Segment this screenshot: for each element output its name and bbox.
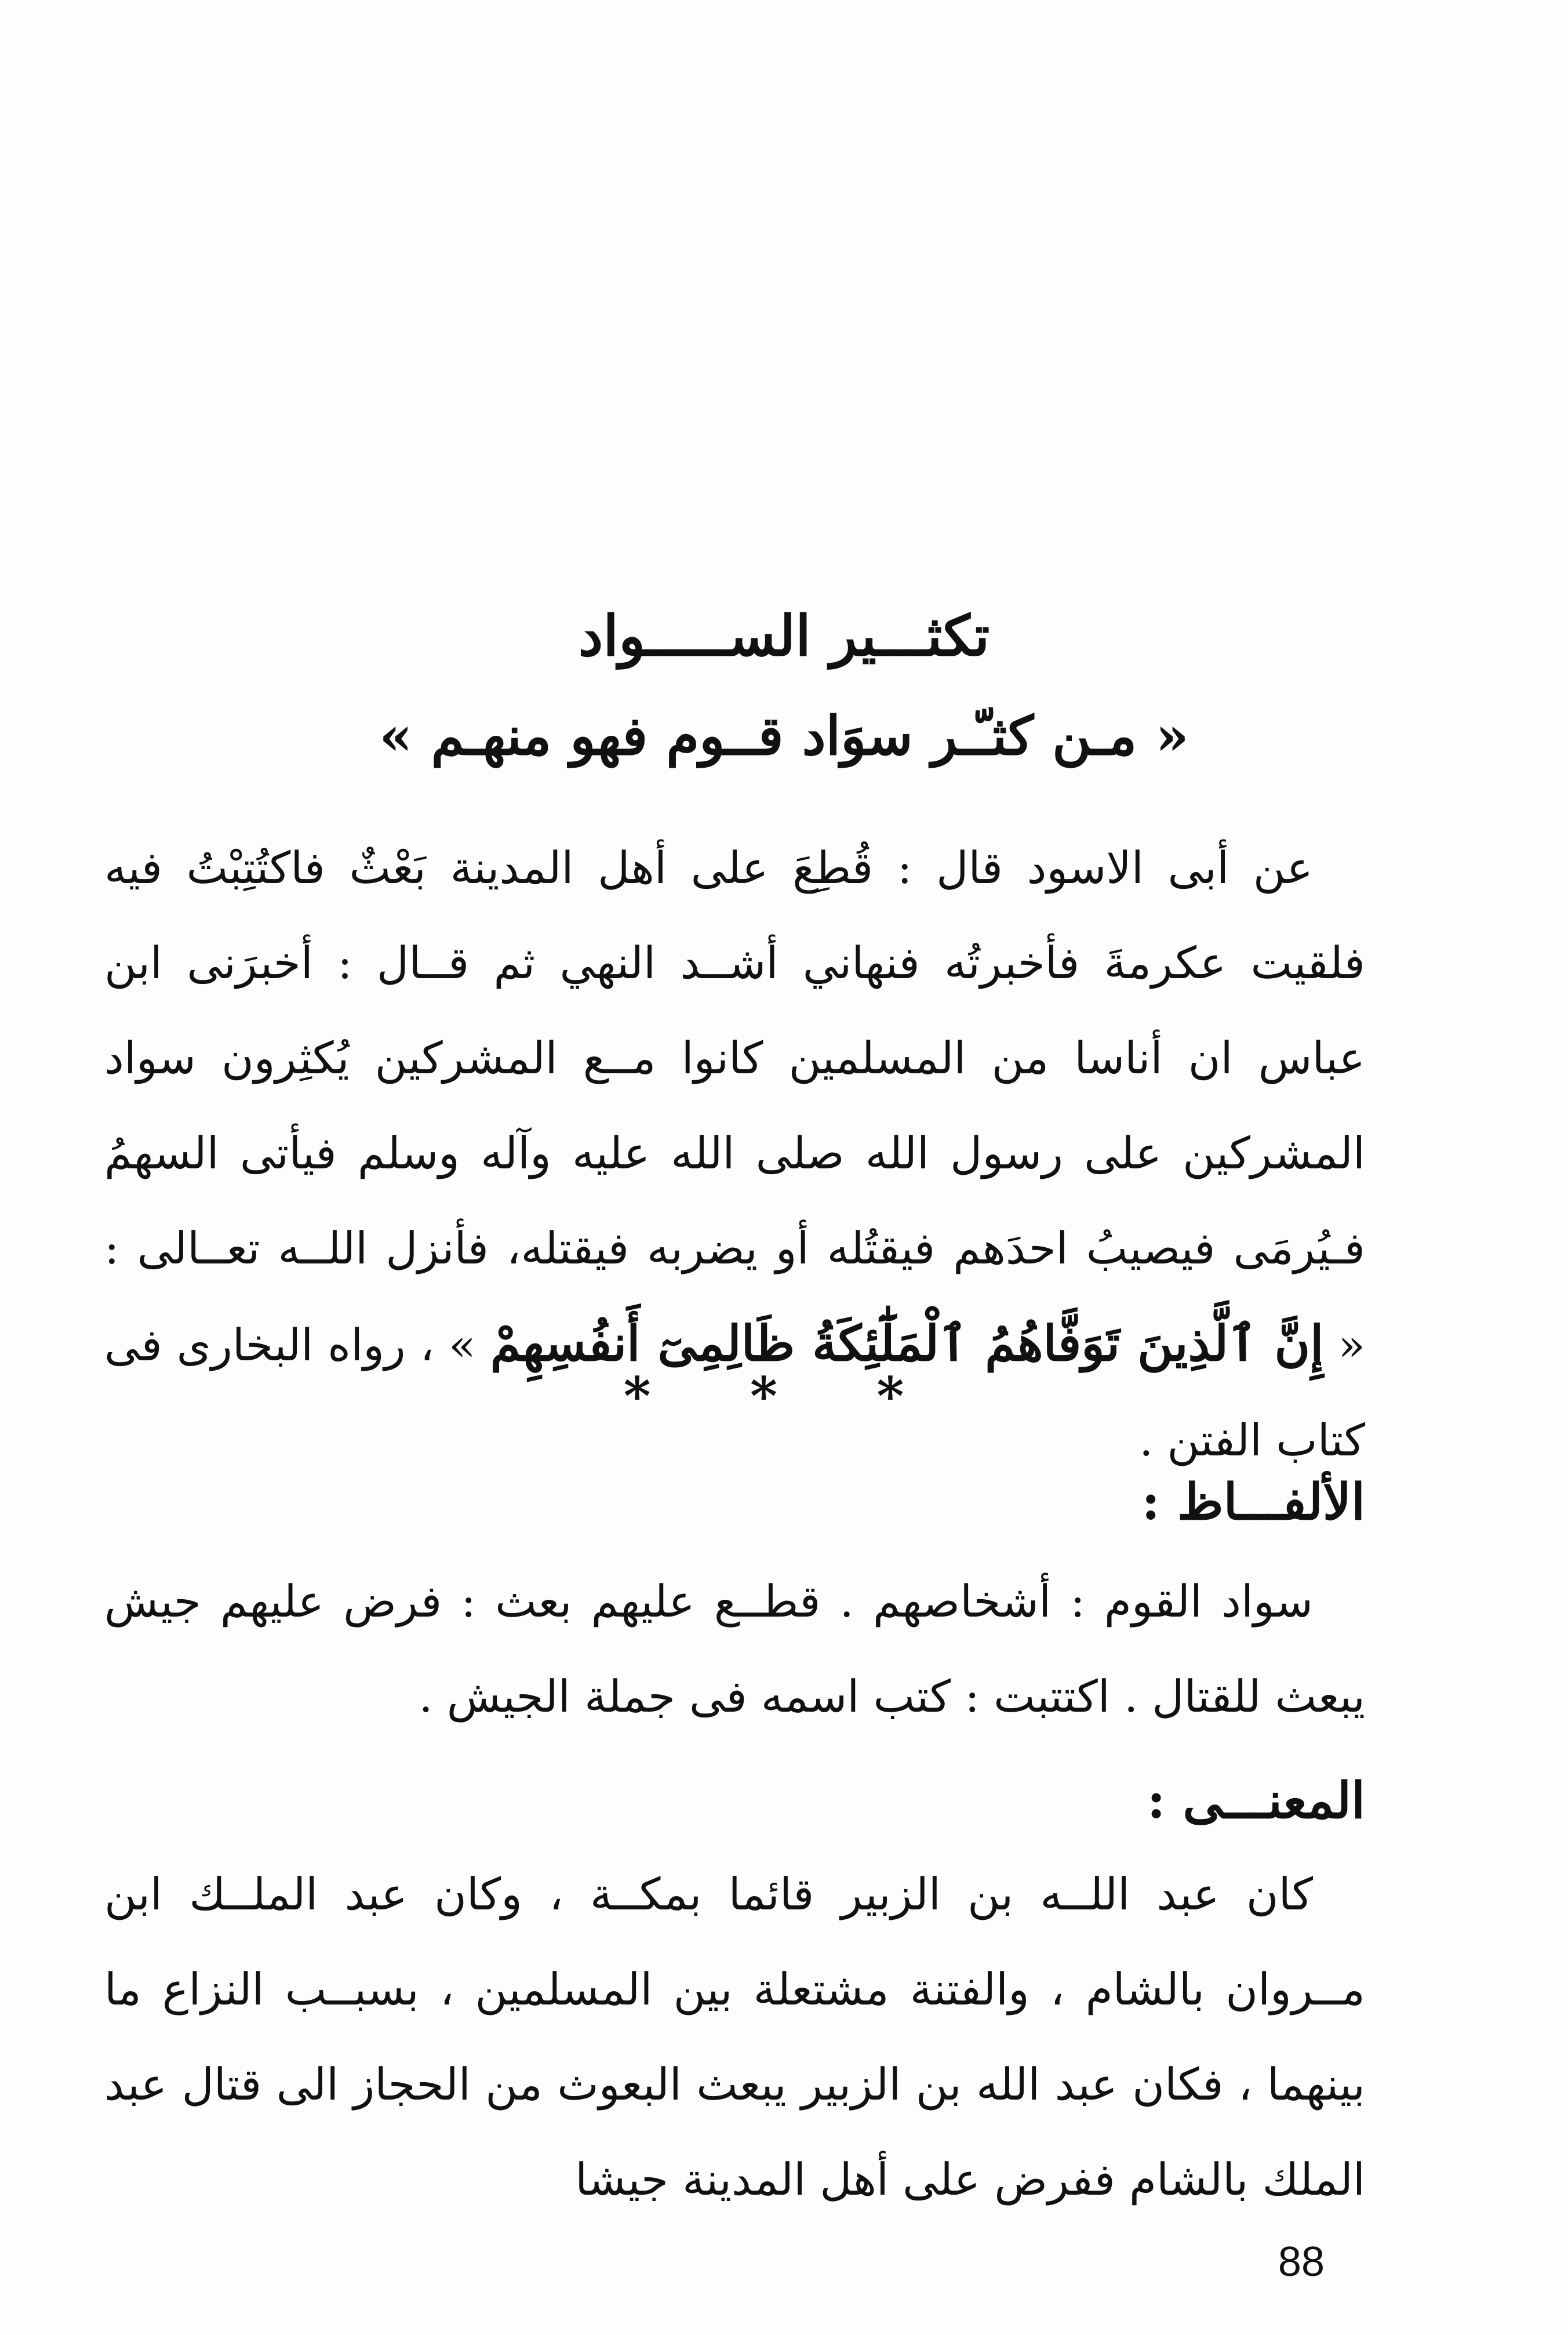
maana-text: كان عبد اللــه بن الزبير قائما بمكــة ، وكان عبد الملــك ابن مــروان بالشام ، والفتنة مشتعلة بين المسلمين ، بسبــب النزاع ما بينهما ، فكان عبد الله بن الزبير يبعث البعوث من الحجاز الى قتال عبد الملك بالشام ففرض على أهل المدينة جيشا — [104, 1868, 1365, 2205]
page-number: 88 — [1278, 2239, 1325, 2285]
hadith-text-before-ayah: عن أبى الاسود قال : قُطِعَ على أهل المدينة بَعْثٌ فاكتُتِبْتُ فيه فلقيت عكرمةَ فأخبرتُه فنهاني أشــد النهي ثم قــال : أخبرَنى ابن عباس ان أناسا من المسلمين كانوا مــع المشركين يُكثِرون سواد المشركين على رسول الله صلى الله عليه وآله وسلم فيأتى السهمُ فـيُرمَى فيصيبُ احدَهم فيقتُله أو يضربه فيقتله، فأنزل اللــه تعــالى : « — [104, 842, 1366, 1371]
section-separator: * * * — [623, 1366, 945, 1427]
maana-paragraph — [104, 1847, 1365, 2227]
alfaz-text: سواد القوم : أشخاصهم . قطــع عليهم بعث : فرض عليهم جيش يبعث للقتال . اكتتبت : كتب اسمه فى جملة الجيش . — [104, 1575, 1365, 1722]
quran-verse: إِنَّ ٱلَّذِينَ تَوَفَّاهُمُ ٱلْمَلَٰٓئِكَةُ ظَالِمِىٓ أَنفُسِهِمْ — [490, 1314, 1324, 1372]
alfaz-paragraph — [104, 1554, 1365, 1744]
page-subtitle: « مـن كثـّـر سوَاد قــوم فهو منهـم » — [379, 705, 1189, 767]
hadith-text-after-ayah: » ، رواه البخارى فى كتاب الفتن . — [104, 1319, 1365, 1466]
page-title: تكثـــير الســـــواد — [578, 603, 990, 669]
heading-maana: المعنـــى : — [1147, 1771, 1365, 1830]
heading-alfaz: الألفـــاظ : — [1141, 1473, 1365, 1531]
